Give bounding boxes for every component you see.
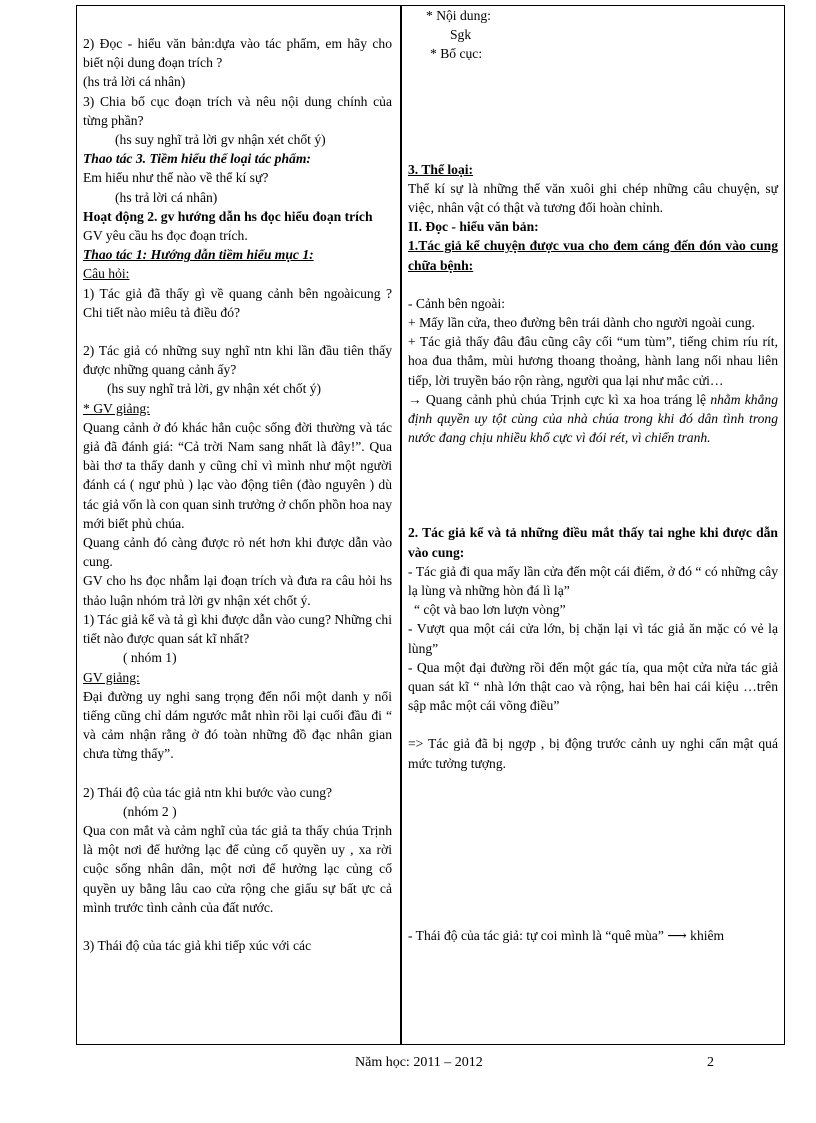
genre-heading: 3. Thể loại: xyxy=(408,161,474,177)
layout-label: * Bố cục: xyxy=(430,46,483,62)
content-text: - Thái độ của tác giả: tự coi mình là “quê mùa” ⟶ khiêm xyxy=(408,927,725,943)
answer-note: (hs suy nghĩ trả lời gv nhận xét chốt ý) xyxy=(115,132,326,148)
group-label: (nhóm 2 ) xyxy=(123,803,177,819)
question-2: 2) Đọc - hiểu văn bản:dựa vào tác phẩm, em hãy cho biết nội dung đoạn trích ? xyxy=(83,36,392,71)
activity-heading: Thao tác 1: Hướng dẫn tiềm hiểu mục 1: xyxy=(83,247,314,263)
paragraph: Quang cảnh đó càng được rỏ nét hơn khi được dẫn vào cung. xyxy=(83,535,392,570)
group-question-2: 2) Thái độ của tác giả ntn khi bước vào cung? xyxy=(83,784,333,800)
subsection-heading: 1.Tác giả kể chuyện được vua cho đem cáng đến đón vào cung chữa bệnh: xyxy=(408,238,778,273)
content-text: + Tác giả thấy đâu đâu cũng cây cối “um tùm”, tiếng chim ríu rít, hoa đua thắm, mùi hương thoang thoảng, hành lang nối nhau liên tiếp, lời truyền báo rộn ràng, người qua lại như mắc cửi… xyxy=(408,334,778,388)
teacher-student-activities-column xyxy=(77,6,402,1044)
subsection-heading: 2. Tác giả kể và tả những điều mắt thấy tai nghe khi được dẫn vào cung: xyxy=(408,525,778,560)
questions-label: Câu hỏi: xyxy=(83,266,130,282)
answer-note: (hs suy nghĩ trả lời, gv nhận xét chốt ý) xyxy=(107,381,322,397)
answer-note: (hs trả lời cá nhân) xyxy=(115,189,218,205)
teacher-explanation-label: * GV giảng: xyxy=(83,400,150,416)
content-text: - Vượt qua một cái cửa lớn, bị chặn lại vì tác giả ăn mặc có vẻ lạ lùng” xyxy=(408,621,778,656)
content-text: - Qua một đại đường rồi đến một gác tía, qua một cửa nửa tác giả quan sát kĩ “ nhà lớn thật cao và rộng, hai bên hai cái kiệu …trên sập mắc một cái võng điều” xyxy=(408,659,778,714)
paragraph: Qua con mắt và cảm nghĩ của tác giả ta thấy chúa Trịnh là một nơi để hưởng lạc để củng cố quyền uy , xa rời cuộc sống nhân dân, một nơi để hưởng lạc củng cố quyền uy bằng lâu cao cửa rộng che giấu sự bất ực cả mình trước tình cảnh của đất nước. xyxy=(83,822,392,915)
content-label: * Nội dung: xyxy=(426,8,491,23)
lesson-table xyxy=(76,5,785,1045)
content-text: - Cảnh bên ngoài: xyxy=(408,295,506,311)
instruction: GV yêu cầu hs đọc đoạn trích. xyxy=(83,228,248,244)
question: Em hiểu như thế nào về thể kí sự? xyxy=(83,170,269,186)
genre-definition: Thể kí sự là những thể văn xuôi ghi chép những câu chuyện, sự việc, nhân vật có thật và tương đối hoàn chỉnh. xyxy=(408,180,778,216)
conclusion: => Tác giả đã bị ngợp , bị động trước cảnh uy nghi cẩn mật quá mức tưởng tượng. xyxy=(408,736,778,771)
answer-note: (hs trả lời cá nhân) xyxy=(83,74,186,90)
group-question-3: 3) Thái độ của tác giả khi tiếp xúc với các xyxy=(83,937,312,953)
content-text: “ cột và bao lơn lượn vòng” xyxy=(414,602,566,618)
school-year: Năm học: 2011 – 2012 xyxy=(355,1055,483,1070)
activity-heading: Thao tác 3. Tiềm hiểu thể loại tác phẩm: xyxy=(83,151,311,167)
content-text: Sgk xyxy=(450,27,472,43)
group-label: ( nhóm 1) xyxy=(123,650,177,666)
content-text: + Mấy lần cửa, theo đường bên trái dành cho người ngoài cung. xyxy=(408,315,755,331)
teacher-explanation: Đại đường uy nghi sang trọng đến nổi một danh y nổi tiếng cũng chỉ dám ngước mắt nhìn rồi lại cuối đầu đi “ và cảm nhận rằng ở đó toàn những đồ đạc nhân gian chưa từng thấy”. xyxy=(83,688,392,762)
conclusion: → Quang cảnh phủ chúa Trịnh cực kì xa hoa tráng lệ nhằm khẳng định quyền uy tột cùng của nhà chúa trong khi đó dân tình trong nước đang chịu nhiều khổ cực vì đói rét, vì chiến tranh. xyxy=(408,391,778,446)
content-text: - Tác giả đi qua mấy lần cửa đến một cái điếm, ở đó “ có những cây lạ lùng và những hòn đá lì lạ” xyxy=(408,563,778,599)
question-3: 3) Chia bố cục đoạn trích và nêu nội dung chính của từng phần? xyxy=(83,93,392,128)
content-column xyxy=(402,6,784,1044)
activity-heading: Hoạt động 2. gv hướng dẫn hs đọc hiểu đoạn trích xyxy=(83,208,373,224)
instruction: GV cho hs đọc nhẫm lại đoạn trích và đưa ra câu hỏi hs thảo luận nhóm trả lời gv nhận xét chốt ý. xyxy=(83,573,392,608)
question-2: 2) Tác giả có những suy nghĩ ntn khi lần đầu tiên thấy được những quang cảnh ấy? xyxy=(83,343,392,378)
teacher-explanation-label: GV giảng: xyxy=(83,669,140,685)
group-question-1: 1) Tác giả kể và tả gì khi được dẫn vào cung? Những chi tiết nào được quan sát kĩ nhất? xyxy=(83,611,392,647)
question-1: 1) Tác giả đã thấy gì về quang cảnh bên ngoàicung ? Chi tiết nào miêu tả điều đó? xyxy=(83,285,392,320)
section-heading: II. Đọc - hiểu văn bản: xyxy=(408,219,539,235)
teacher-explanation: Quang cảnh ở đó khác hẳn cuộc sống đời thường và tác giả đã đánh giá: “Cả trời Nam sang nhất là đây!”. Qua bài thơ ta thấy danh y cũng chỉ vì mình như một người đánh cá ( ngư phủ ) lạc vào động tiên (đào nguyên ) dù tác giả vốn là con quan sinh trưởng ở chốn phồn hoa nay mới biết phủ chúa. xyxy=(83,419,392,531)
page-number: 2 xyxy=(707,1055,714,1070)
